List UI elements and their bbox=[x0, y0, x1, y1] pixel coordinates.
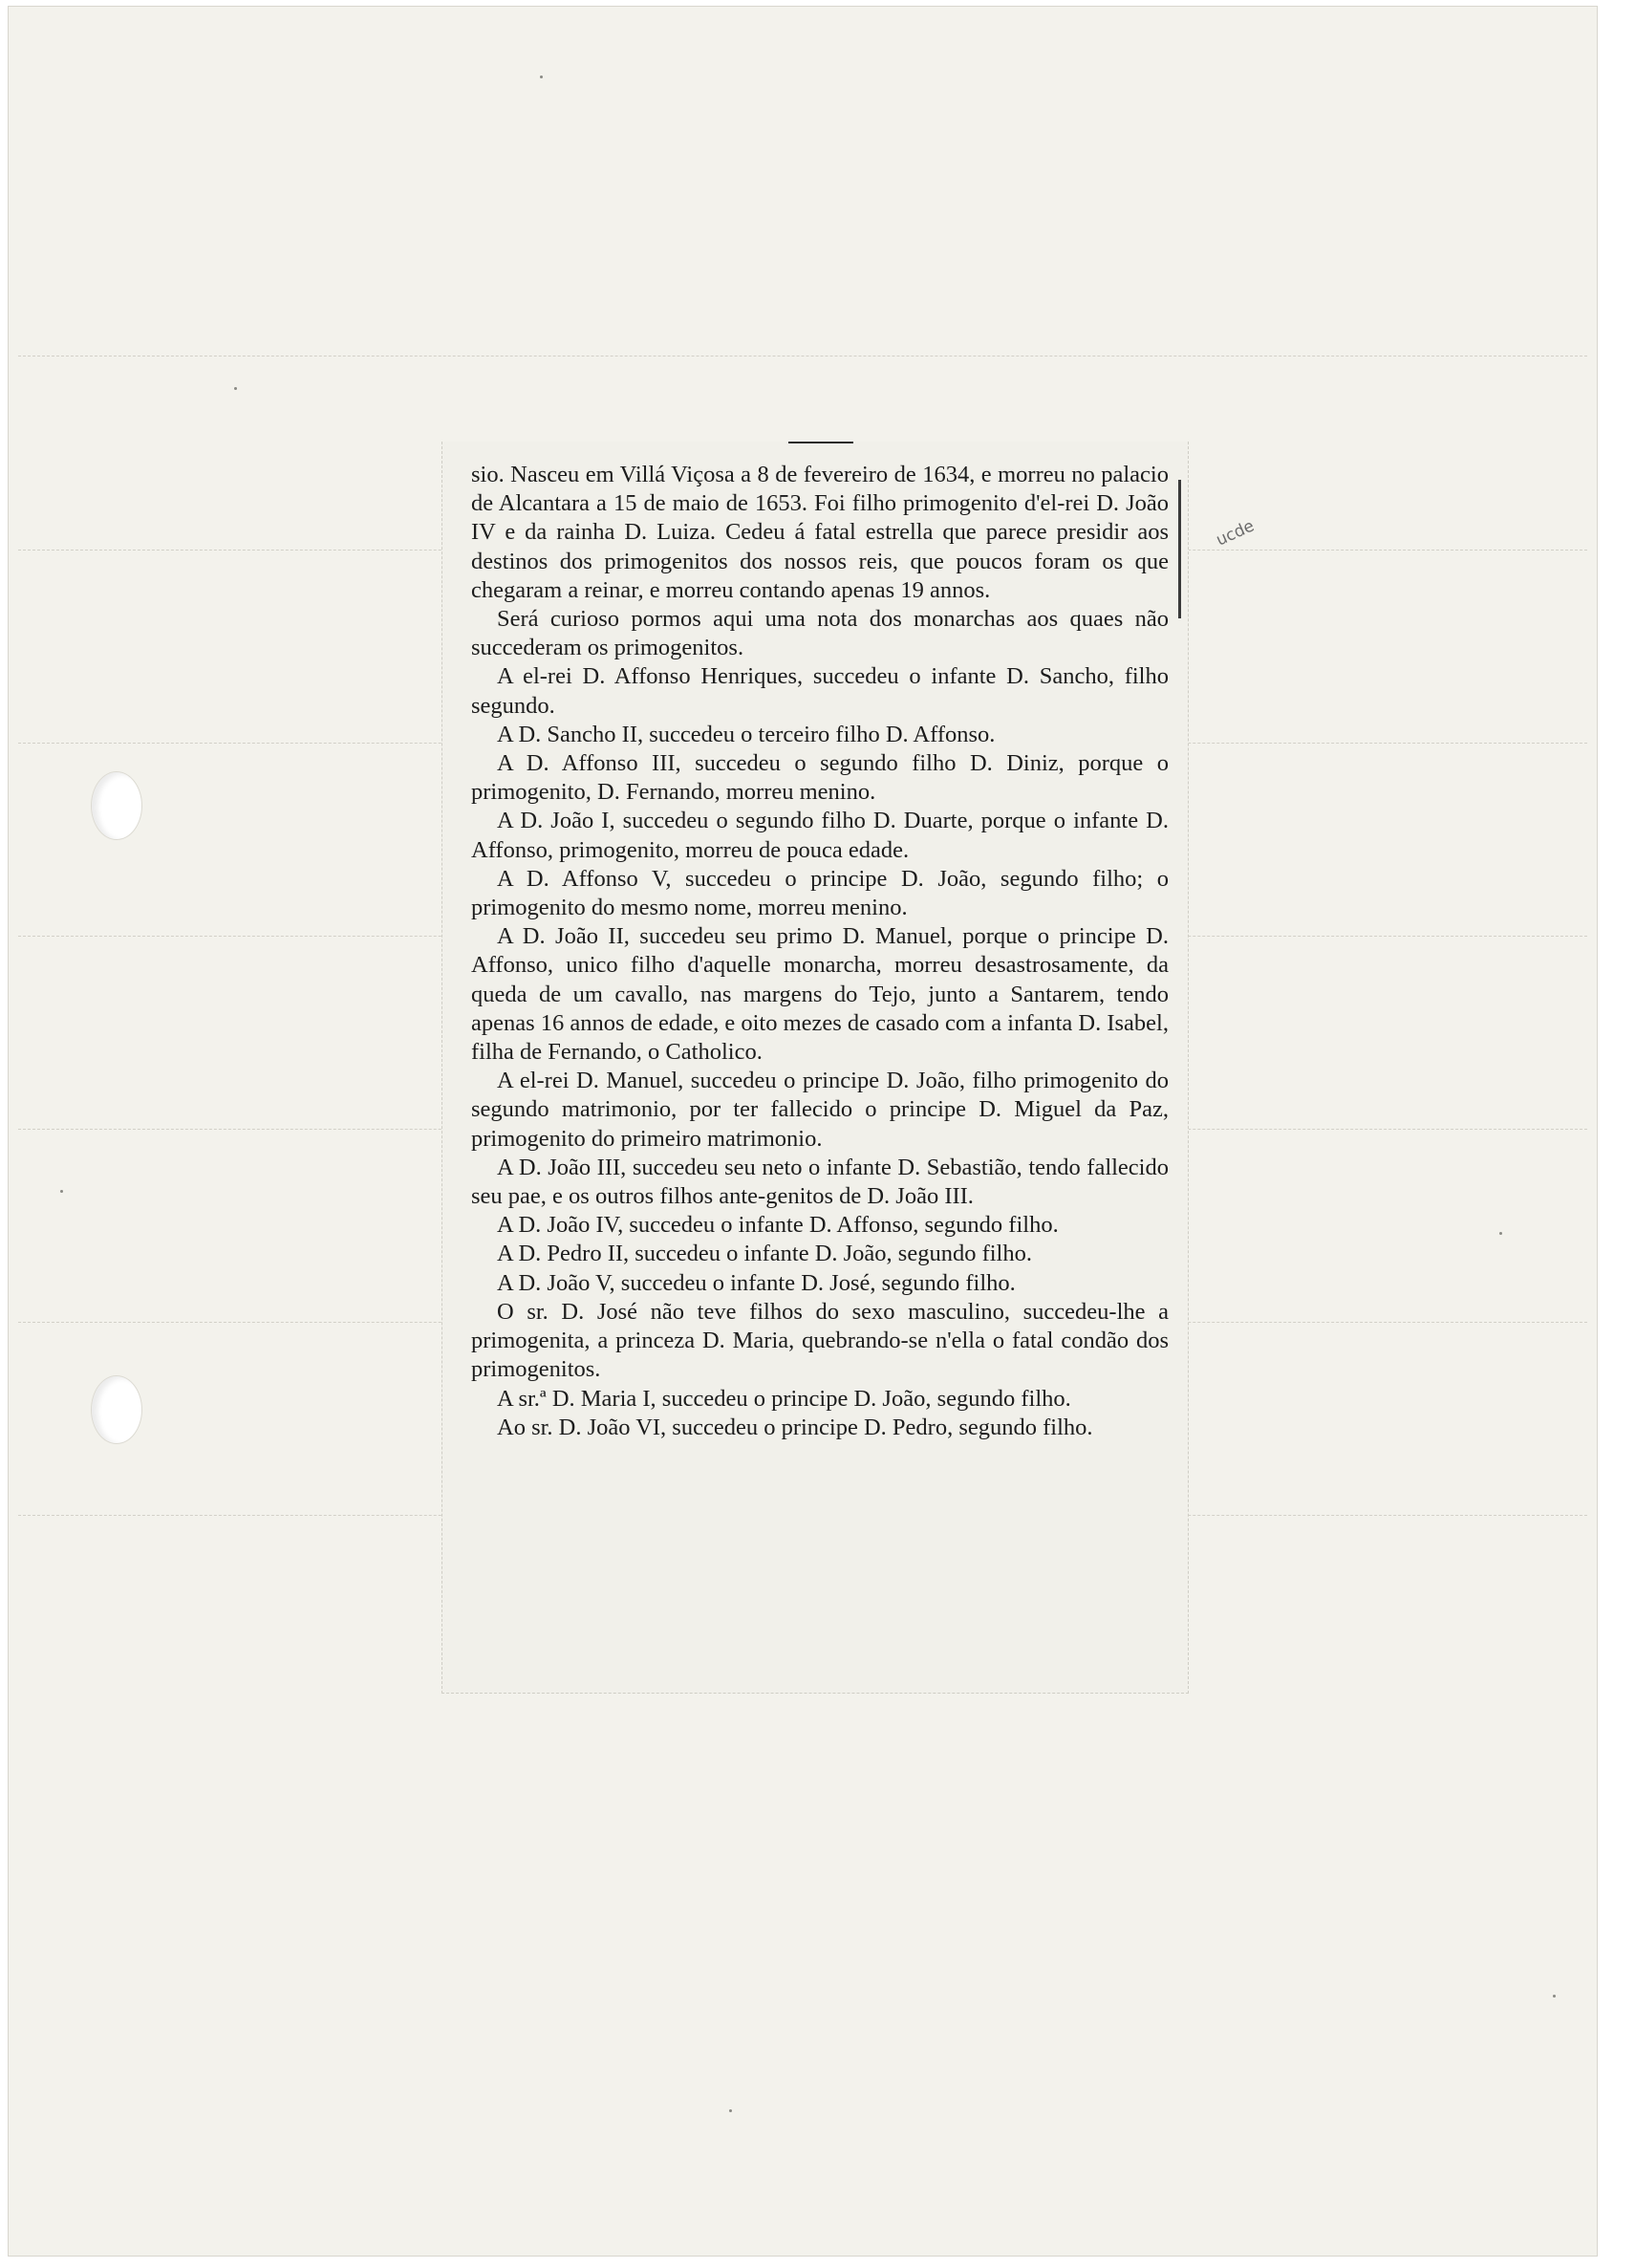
article-paragraph: A D. João IV, succedeu o infante D. Affonso, segundo filho. bbox=[497, 1212, 1059, 1239]
article-paragraph: Será curioso pormos aqui uma nota dos monarchas aos quaes não succederam os primogenitos. bbox=[471, 606, 1169, 661]
article-paragraph: A sr.ª D. Maria I, succedeu o principe D. João, segundo filho. bbox=[497, 1385, 1071, 1412]
paper-speck bbox=[1553, 1995, 1556, 1998]
punch-hole bbox=[91, 1375, 142, 1444]
punch-hole bbox=[91, 771, 142, 840]
article-paragraph: sio. Nasceu em Villá Viçosa a 8 de fevereiro de 1634, e morreu no palacio de Alcantara a 15 de maio de 1653. Foi filho primogenito d'el-rei D. João IV e da rainha D. Luiza. Cedeu á fatal estrella que parece presidir aos destinos dos primogenitos dos nossos reis, que poucos foram os que chegaram a reinar, e morreu contando apenas 19 annos. bbox=[471, 462, 1169, 603]
newspaper-clipping bbox=[441, 442, 1189, 1694]
article-paragraph: O sr. D. José não teve filhos do sexo masculino, succedeu-lhe a primogenita, a princeza D. Maria, quebrando-se n'ella o fatal condão dos primogenitos. bbox=[471, 1298, 1169, 1383]
clipping-top-rule bbox=[788, 442, 853, 443]
paper-speck bbox=[540, 76, 543, 78]
margin-bracket bbox=[1178, 480, 1181, 618]
article-paragraph: A D. Affonso III, succedeu o segundo filho D. Diniz, porque o primogenito, D. Fernando, morreu menino. bbox=[471, 750, 1169, 806]
paper-speck bbox=[729, 2109, 732, 2112]
paper-speck bbox=[234, 387, 237, 390]
pencil-margin-note: ucde bbox=[1213, 516, 1258, 551]
article-paragraph: A D. João II, succedeu seu primo D. Manuel, porque o principe D. Affonso, unico filho d'aquelle monarcha, morreu desastrosamente, da queda de um cavallo, nas margens do Tejo, junto a Santarem, tendo apenas 16 annos de edade, e oito mezes de casado com a infanta D. Isabel, filha de Fernando, o Catholico. bbox=[471, 923, 1169, 1066]
article-paragraph: A D. Sancho II, succedeu o terceiro filho D. Affonso. bbox=[497, 721, 996, 747]
article-paragraph: Ao sr. D. João VI, succedeu o principe D. Pedro, segundo filho. bbox=[497, 1414, 1093, 1440]
paper-speck bbox=[1499, 1232, 1502, 1235]
article-paragraph: A D. Pedro II, succedeu o infante D. João, segundo filho. bbox=[497, 1241, 1032, 1267]
article-paragraph: A D. João V, succedeu o infante D. José, segundo filho. bbox=[497, 1269, 1016, 1296]
article-paragraph: A D. João I, succedeu o segundo filho D. Duarte, porque o infante D. Affonso, primogenito, morreu de pouca edade. bbox=[471, 808, 1169, 863]
paper-speck bbox=[60, 1190, 63, 1193]
article-text bbox=[471, 461, 1169, 1442]
article-paragraph: A D. Affonso V, succedeu o principe D. João, segundo filho; o primogenito do mesmo nome, morreu menino. bbox=[471, 865, 1169, 921]
article-paragraph: A D. João III, succedeu seu neto o infante D. Sebastião, tendo fallecido seu pae, e os outros filhos ante-genitos de D. João III. bbox=[471, 1154, 1169, 1210]
article-paragraph: A el-rei D. Manuel, succedeu o principe D. João, filho primogenito do segundo matrimonio, por ter fallecido o principe D. Miguel da Paz, primogenito do primeiro matrimonio. bbox=[471, 1068, 1169, 1152]
article-paragraph: A el-rei D. Affonso Henriques, succedeu o infante D. Sancho, filho segundo. bbox=[471, 663, 1169, 719]
